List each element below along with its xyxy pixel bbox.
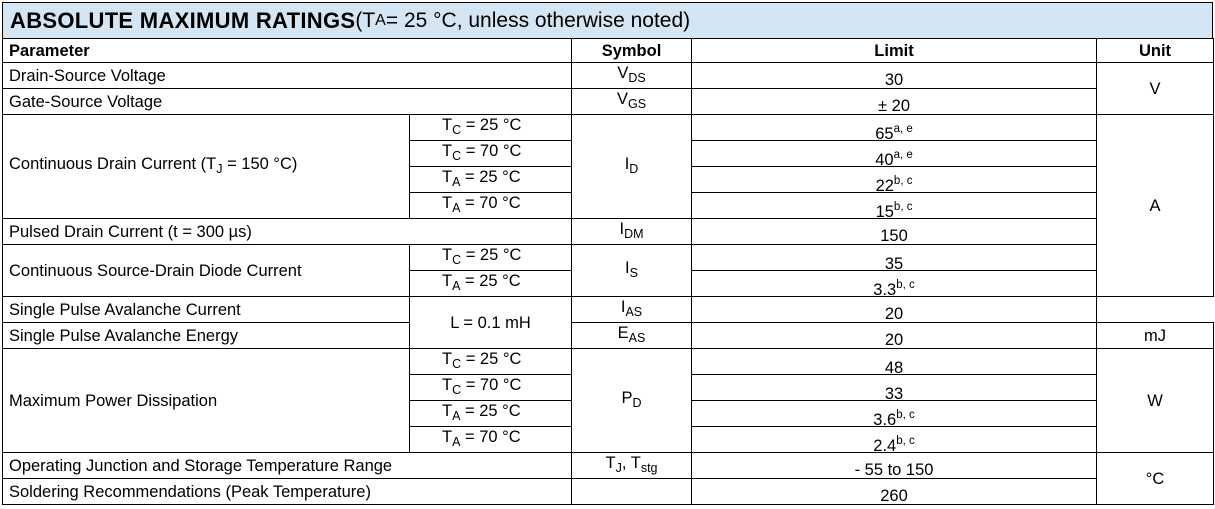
param-cell: Pulsed Drain Current (t = 300 µs) — [3, 219, 572, 245]
condition-cell: $T_C = 70$ °C — [410, 141, 572, 167]
condition-cell: $T_A = 25$ °C — [410, 271, 572, 297]
limit-cell: 30 — [692, 63, 1097, 89]
limit-cell: 40$^{a, e}$ — [692, 141, 1097, 167]
table-row — [3, 349, 1214, 375]
table-row — [3, 245, 1214, 271]
limit-cell: ± 20 — [692, 89, 1097, 115]
param-cell: Soldering Recommendations (Peak Temperature) — [3, 479, 572, 505]
limit-cell: 260 — [692, 479, 1097, 505]
symbol-cell: $P_D$ — [572, 349, 692, 453]
unit-cell: W — [1097, 349, 1214, 453]
param-cell: Operating Junction and Storage Temperature Range — [3, 453, 572, 479]
ratings-table — [2, 38, 1214, 505]
symbol-cell: $I_D$ — [572, 115, 692, 219]
table-row — [3, 115, 1214, 141]
section-title-prefix: (T — [355, 8, 376, 32]
symbol-cell — [572, 479, 692, 505]
limit-cell: 15$^{b, c}$ — [692, 193, 1097, 219]
table-row — [3, 63, 1214, 89]
section-title-suffix: = 25 °C, unless otherwise noted) — [385, 8, 691, 32]
table-row — [3, 219, 1214, 245]
condition-cell: $T_C = 70$ °C — [410, 375, 572, 401]
symbol-cell: $V_{GS}$ — [572, 89, 692, 115]
condition-cell: L = 0.1 mH — [410, 297, 572, 349]
symbol-cell: $T_J$, $T_{stg}$ — [572, 453, 692, 479]
ratings-section — [2, 2, 1213, 505]
table-row — [3, 323, 1214, 349]
param-cell: Single Pulse Avalanche Energy — [3, 323, 410, 349]
condition-cell: $T_A = 25$ °C — [410, 167, 572, 193]
param-cell: Continuous Drain Current ($T_J = 150$ °C) — [3, 115, 410, 219]
symbol-cell: $E_{AS}$ — [572, 323, 692, 349]
limit-cell: - 55 to 150 — [692, 453, 1097, 479]
limit-cell: 3.6$^{b, c}$ — [692, 401, 1097, 427]
header-row — [3, 39, 1214, 63]
unit-cell: A — [1097, 115, 1214, 297]
condition-cell: $T_A = 25$ °C — [410, 401, 572, 427]
table-row — [3, 297, 1214, 323]
param-cell: Gate-Source Voltage — [3, 89, 572, 115]
limit-cell: 20 — [692, 323, 1097, 349]
condition-cell: $T_C = 25$ °C — [410, 349, 572, 375]
param-cell: Continuous Source-Drain Diode Current — [3, 245, 410, 297]
header-symbol: Symbol — [572, 39, 692, 63]
limit-cell: 33 — [692, 375, 1097, 401]
section-title-bold: ABSOLUTE MAXIMUM RATINGS — [10, 7, 356, 33]
condition-cell: $T_C = 25$ °C — [410, 115, 572, 141]
unit-cell: V — [1097, 63, 1214, 115]
unit-cell: mJ — [1097, 323, 1214, 349]
table-row — [3, 89, 1214, 115]
table-row — [3, 453, 1214, 479]
limit-cell: 48 — [692, 349, 1097, 375]
header-limit: Limit — [692, 39, 1097, 63]
param-cell: Single Pulse Avalanche Current — [3, 297, 410, 323]
section-title — [2, 2, 1213, 38]
condition-cell: $T_C = 25$ °C — [410, 245, 572, 271]
symbol-cell: $V_{DS}$ — [572, 63, 692, 89]
param-cell: Maximum Power Dissipation — [3, 349, 410, 453]
header-parameter: Parameter — [3, 39, 572, 63]
header-unit: Unit — [1097, 39, 1214, 63]
table-row — [3, 479, 1214, 505]
limit-cell: 65$^{a, e}$ — [692, 115, 1097, 141]
symbol-cell: $I_S$ — [572, 245, 692, 297]
condition-cell: $T_A = 70$ °C — [410, 193, 572, 219]
limit-cell: 22$^{b, c}$ — [692, 167, 1097, 193]
param-cell: Drain-Source Voltage — [3, 63, 572, 89]
limit-cell: 2.4$^{b, c}$ — [692, 427, 1097, 453]
condition-cell: $T_A = 70$ °C — [410, 427, 572, 453]
limit-cell: 3.3$^{b, c}$ — [692, 271, 1097, 297]
symbol-cell: $I_{AS}$ — [572, 297, 692, 323]
limit-cell: 35 — [692, 245, 1097, 271]
section-title-subscript: A — [375, 11, 386, 29]
symbol-cell: $I_{DM}$ — [572, 219, 692, 245]
limit-cell: 20 — [692, 297, 1097, 323]
limit-cell: 150 — [692, 219, 1097, 245]
unit-cell: °C — [1097, 453, 1214, 505]
